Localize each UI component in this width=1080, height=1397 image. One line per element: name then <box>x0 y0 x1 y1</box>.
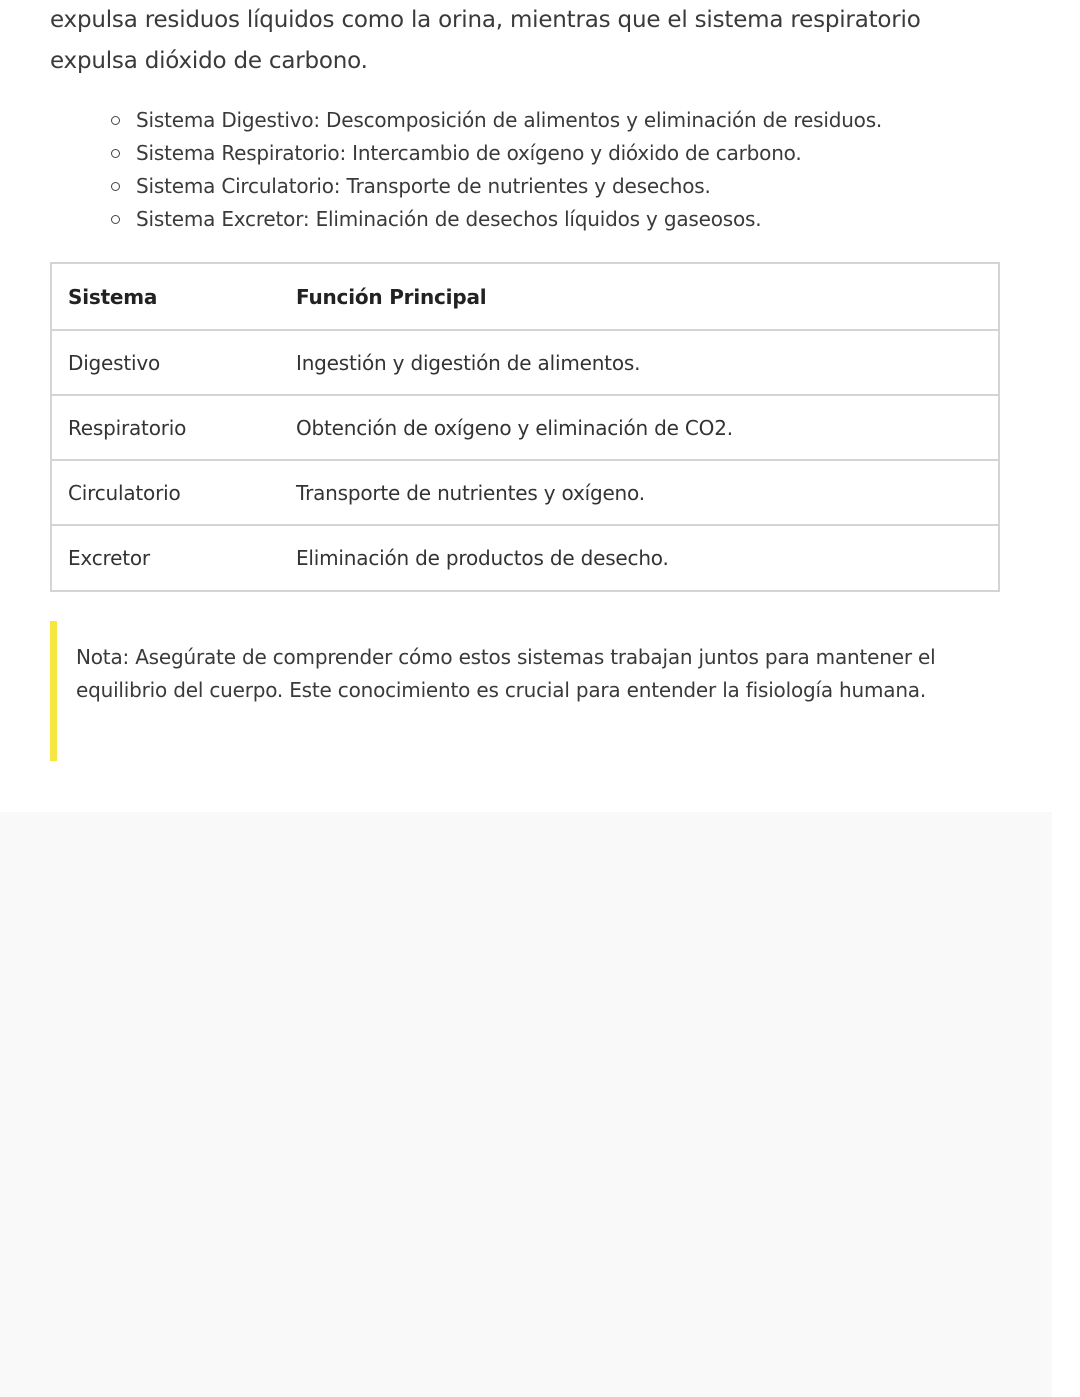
list-item <box>110 137 1010 170</box>
table-header-row <box>52 264 998 330</box>
table-cell: Circulatorio <box>52 460 280 525</box>
table-cell: Eliminación de productos de desecho. <box>296 546 669 570</box>
list-item-text: Sistema Respiratorio: Intercambio de oxígeno y dióxido de carbono. <box>136 141 802 165</box>
bullet-circle-icon <box>111 116 120 125</box>
column-header-funcion: Función Principal <box>280 264 998 330</box>
bullet-circle-icon <box>111 182 120 191</box>
list-item <box>110 203 1010 236</box>
list-item-text: Sistema Circulatorio: Transporte de nutrientes y desechos. <box>136 174 711 198</box>
table-cell: Respiratorio <box>52 395 280 460</box>
table-cell: Excretor <box>68 546 150 570</box>
table-row <box>52 330 998 395</box>
table-row <box>52 525 998 590</box>
list-item-text: Sistema Digestivo: Descomposición de alimentos y eliminación de residuos. <box>136 108 883 132</box>
intro-paragraph: expulsa residuos líquidos como la orina, mientras que el sistema respiratorio expulsa dióxido de carbono. <box>50 7 921 74</box>
systems-bullet-list <box>110 104 1010 236</box>
table-row <box>52 460 998 525</box>
table-cell: Digestivo <box>52 330 280 395</box>
table-cell: Obtención de oxígeno y eliminación de CO2. <box>280 395 998 460</box>
table-row <box>52 395 998 460</box>
list-item-text: Sistema Excretor: Eliminación de desechos líquidos y gaseosos. <box>136 207 762 231</box>
list-item <box>110 170 1010 203</box>
list-item <box>110 104 1010 137</box>
systems-table <box>50 262 1000 592</box>
table-cell: Transporte de nutrientes y oxígeno. <box>280 460 998 525</box>
table-cell: Ingestión y digestión de alimentos. <box>280 330 998 395</box>
note-accent-bar <box>50 621 57 761</box>
note-callout <box>50 621 950 761</box>
bullet-circle-icon <box>111 215 120 224</box>
column-header-sistema: Sistema <box>52 264 280 330</box>
bullet-circle-icon <box>111 149 120 158</box>
note-text: Nota: Asegúrate de comprender cómo estos sistemas trabajan juntos para mantener el equilibrio del cuerpo. Este conocimiento es crucial para entender la fisiología humana. <box>76 645 936 702</box>
page-background-area <box>0 812 1052 1397</box>
